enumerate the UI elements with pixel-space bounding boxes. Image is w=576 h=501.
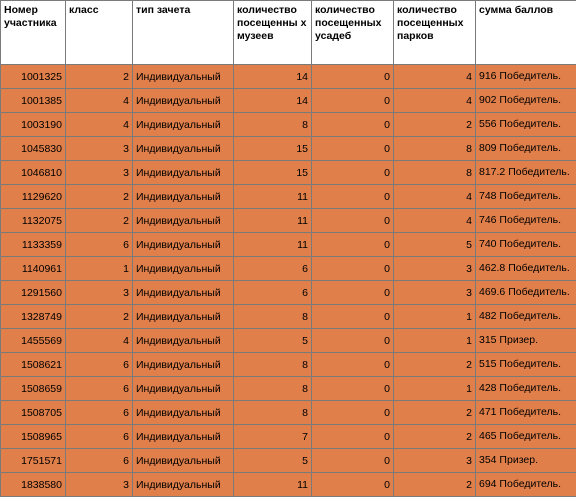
score-cell[interactable]: 462.8 Победитель. bbox=[476, 257, 576, 281]
class-cell[interactable]: 6 bbox=[66, 233, 133, 257]
competition-type-cell[interactable]: Индивидуальный bbox=[133, 209, 234, 233]
score-cell[interactable]: 748 Победитель. bbox=[476, 185, 576, 209]
table-row bbox=[1, 425, 576, 449]
score-cell[interactable]: 809 Победитель. bbox=[476, 137, 576, 161]
competition-type-cell[interactable]: Индивидуальный bbox=[133, 473, 234, 497]
museums-cell[interactable]: 15 bbox=[234, 161, 312, 185]
parks-cell[interactable]: 4 bbox=[394, 65, 476, 89]
score-cell[interactable]: 515 Победитель. bbox=[476, 353, 576, 377]
estates-cell[interactable]: 0 bbox=[312, 401, 394, 425]
competition-type-cell[interactable]: Индивидуальный bbox=[133, 233, 234, 257]
estates-cell[interactable]: 0 bbox=[312, 209, 394, 233]
participant-number-cell[interactable]: 1003190 bbox=[1, 113, 66, 137]
museums-cell[interactable]: 14 bbox=[234, 89, 312, 113]
museums-cell[interactable]: 8 bbox=[234, 353, 312, 377]
table-row bbox=[1, 185, 576, 209]
class-cell[interactable]: 2 bbox=[66, 209, 133, 233]
table-row bbox=[1, 233, 576, 257]
header-row bbox=[1, 1, 576, 65]
header-class[interactable]: класс bbox=[66, 1, 133, 65]
competition-type-cell[interactable]: Индивидуальный bbox=[133, 257, 234, 281]
score-cell[interactable]: 740 Победитель. bbox=[476, 233, 576, 257]
competition-type-cell[interactable]: Индивидуальный bbox=[133, 449, 234, 473]
table-row bbox=[1, 281, 576, 305]
participant-number-cell[interactable]: 1132075 bbox=[1, 209, 66, 233]
estates-cell[interactable]: 0 bbox=[312, 449, 394, 473]
parks-cell[interactable]: 1 bbox=[394, 329, 476, 353]
competition-type-cell[interactable]: Индивидуальный bbox=[133, 377, 234, 401]
score-cell[interactable]: 482 Победитель. bbox=[476, 305, 576, 329]
class-cell[interactable]: 4 bbox=[66, 329, 133, 353]
museums-cell[interactable]: 11 bbox=[234, 209, 312, 233]
header-parks-visited[interactable]: количество посещенных парков bbox=[394, 1, 476, 65]
museums-cell[interactable]: 6 bbox=[234, 281, 312, 305]
class-cell[interactable]: 3 bbox=[66, 281, 133, 305]
competition-type-cell[interactable]: Индивидуальный bbox=[133, 353, 234, 377]
participant-number-cell[interactable]: 1455569 bbox=[1, 329, 66, 353]
parks-cell[interactable]: 2 bbox=[394, 425, 476, 449]
score-cell[interactable]: 916 Победитель. bbox=[476, 65, 576, 89]
competition-type-cell[interactable]: Индивидуальный bbox=[133, 281, 234, 305]
table-row bbox=[1, 473, 576, 497]
museums-cell[interactable]: 8 bbox=[234, 377, 312, 401]
competition-type-cell[interactable]: Индивидуальный bbox=[133, 65, 234, 89]
museums-cell[interactable]: 5 bbox=[234, 329, 312, 353]
class-cell[interactable]: 2 bbox=[66, 305, 133, 329]
estates-cell[interactable]: 0 bbox=[312, 305, 394, 329]
parks-cell[interactable]: 1 bbox=[394, 377, 476, 401]
estates-cell[interactable]: 0 bbox=[312, 353, 394, 377]
class-cell[interactable]: 2 bbox=[66, 185, 133, 209]
participant-number-cell[interactable]: 1508621 bbox=[1, 353, 66, 377]
parks-cell[interactable]: 3 bbox=[394, 449, 476, 473]
parks-cell[interactable]: 2 bbox=[394, 473, 476, 497]
class-cell[interactable]: 2 bbox=[66, 65, 133, 89]
parks-cell[interactable]: 4 bbox=[394, 209, 476, 233]
parks-cell[interactable]: 4 bbox=[394, 185, 476, 209]
score-cell[interactable]: 817.2 Победитель. bbox=[476, 161, 576, 185]
parks-cell[interactable]: 3 bbox=[394, 281, 476, 305]
estates-cell[interactable]: 0 bbox=[312, 113, 394, 137]
competition-type-cell[interactable]: Индивидуальный bbox=[133, 329, 234, 353]
score-cell[interactable]: 471 Победитель. bbox=[476, 401, 576, 425]
participant-number-cell[interactable]: 1291560 bbox=[1, 281, 66, 305]
participant-number-cell[interactable]: 1001325 bbox=[1, 65, 66, 89]
museums-cell[interactable]: 11 bbox=[234, 185, 312, 209]
score-cell[interactable]: 428 Победитель. bbox=[476, 377, 576, 401]
header-participant-number[interactable]: Номер участника bbox=[1, 1, 66, 65]
table-row bbox=[1, 161, 576, 185]
competition-type-cell[interactable]: Индивидуальный bbox=[133, 305, 234, 329]
museums-cell[interactable]: 8 bbox=[234, 305, 312, 329]
competition-type-cell[interactable]: Индивидуальный bbox=[133, 113, 234, 137]
participant-number-cell[interactable]: 1751571 bbox=[1, 449, 66, 473]
participant-number-cell[interactable]: 1328749 bbox=[1, 305, 66, 329]
estates-cell[interactable]: 0 bbox=[312, 377, 394, 401]
estates-cell[interactable]: 0 bbox=[312, 233, 394, 257]
museums-cell[interactable]: 6 bbox=[234, 257, 312, 281]
estates-cell[interactable]: 0 bbox=[312, 281, 394, 305]
participant-number-cell[interactable]: 1838580 bbox=[1, 473, 66, 497]
participant-number-cell[interactable]: 1508965 bbox=[1, 425, 66, 449]
estates-cell[interactable]: 0 bbox=[312, 89, 394, 113]
class-cell[interactable]: 6 bbox=[66, 401, 133, 425]
class-cell[interactable]: 3 bbox=[66, 161, 133, 185]
museums-cell[interactable]: 8 bbox=[234, 401, 312, 425]
parks-cell[interactable]: 3 bbox=[394, 257, 476, 281]
museums-cell[interactable]: 7 bbox=[234, 425, 312, 449]
table-row bbox=[1, 65, 576, 89]
parks-cell[interactable]: 4 bbox=[394, 89, 476, 113]
competition-type-cell[interactable]: Индивидуальный bbox=[133, 89, 234, 113]
participant-number-cell[interactable]: 1045830 bbox=[1, 137, 66, 161]
museums-cell[interactable]: 11 bbox=[234, 233, 312, 257]
parks-cell[interactable]: 1 bbox=[394, 305, 476, 329]
museums-cell[interactable]: 5 bbox=[234, 449, 312, 473]
estates-cell[interactable]: 0 bbox=[312, 425, 394, 449]
participant-number-cell[interactable]: 1046810 bbox=[1, 161, 66, 185]
score-cell[interactable]: 465 Победитель. bbox=[476, 425, 576, 449]
score-cell[interactable]: 556 Победитель. bbox=[476, 113, 576, 137]
estates-cell[interactable]: 0 bbox=[312, 65, 394, 89]
parks-cell[interactable]: 2 bbox=[394, 113, 476, 137]
participant-number-cell[interactable]: 1133359 bbox=[1, 233, 66, 257]
participant-number-cell[interactable]: 1140961 bbox=[1, 257, 66, 281]
score-cell[interactable]: 694 Победитель. bbox=[476, 473, 576, 497]
class-cell[interactable]: 4 bbox=[66, 113, 133, 137]
estates-cell[interactable]: 0 bbox=[312, 473, 394, 497]
class-cell[interactable]: 6 bbox=[66, 377, 133, 401]
class-cell[interactable]: 6 bbox=[66, 425, 133, 449]
table-row bbox=[1, 329, 576, 353]
header-estates-visited[interactable]: количество посещенных усадеб bbox=[312, 1, 394, 65]
parks-cell[interactable]: 2 bbox=[394, 401, 476, 425]
table-row bbox=[1, 113, 576, 137]
table-row bbox=[1, 89, 576, 113]
score-cell[interactable]: 902 Победитель. bbox=[476, 89, 576, 113]
score-cell[interactable]: 354 Призер. bbox=[476, 449, 576, 473]
table-row bbox=[1, 353, 576, 377]
parks-cell[interactable]: 8 bbox=[394, 161, 476, 185]
table-row bbox=[1, 137, 576, 161]
competition-type-cell[interactable]: Индивидуальный bbox=[133, 425, 234, 449]
participant-number-cell[interactable]: 1001385 bbox=[1, 89, 66, 113]
museums-cell[interactable]: 11 bbox=[234, 473, 312, 497]
class-cell[interactable]: 1 bbox=[66, 257, 133, 281]
competition-type-cell[interactable]: Индивидуальный bbox=[133, 161, 234, 185]
class-cell[interactable]: 6 bbox=[66, 449, 133, 473]
header-competition-type[interactable]: тип зачета bbox=[133, 1, 234, 65]
competition-type-cell[interactable]: Индивидуальный bbox=[133, 401, 234, 425]
museums-cell[interactable]: 15 bbox=[234, 137, 312, 161]
competition-type-cell[interactable]: Индивидуальный bbox=[133, 185, 234, 209]
museums-cell[interactable]: 8 bbox=[234, 113, 312, 137]
participant-number-cell[interactable]: 1508659 bbox=[1, 377, 66, 401]
estates-cell[interactable]: 0 bbox=[312, 185, 394, 209]
table-body bbox=[1, 65, 576, 497]
table-row bbox=[1, 401, 576, 425]
parks-cell[interactable]: 8 bbox=[394, 137, 476, 161]
class-cell[interactable]: 6 bbox=[66, 353, 133, 377]
class-cell[interactable]: 4 bbox=[66, 89, 133, 113]
estates-cell[interactable]: 0 bbox=[312, 329, 394, 353]
table-row bbox=[1, 257, 576, 281]
table-row bbox=[1, 377, 576, 401]
estates-cell[interactable]: 0 bbox=[312, 257, 394, 281]
estates-cell[interactable]: 0 bbox=[312, 161, 394, 185]
score-cell[interactable]: 746 Победитель. bbox=[476, 209, 576, 233]
score-cell[interactable]: 315 Призер. bbox=[476, 329, 576, 353]
participant-number-cell[interactable]: 1129620 bbox=[1, 185, 66, 209]
parks-cell[interactable]: 2 bbox=[394, 353, 476, 377]
table-row bbox=[1, 305, 576, 329]
class-cell[interactable]: 3 bbox=[66, 137, 133, 161]
class-cell[interactable]: 3 bbox=[66, 473, 133, 497]
competition-type-cell[interactable]: Индивидуальный bbox=[133, 137, 234, 161]
table-row bbox=[1, 449, 576, 473]
score-cell[interactable]: 469.6 Победитель. bbox=[476, 281, 576, 305]
estates-cell[interactable]: 0 bbox=[312, 137, 394, 161]
museums-cell[interactable]: 14 bbox=[234, 65, 312, 89]
header-museums-visited[interactable]: количество посещенны х музеев bbox=[234, 1, 312, 65]
parks-cell[interactable]: 5 bbox=[394, 233, 476, 257]
table-row bbox=[1, 209, 576, 233]
header-score-total[interactable]: сумма баллов bbox=[476, 1, 576, 65]
participant-number-cell[interactable]: 1508705 bbox=[1, 401, 66, 425]
